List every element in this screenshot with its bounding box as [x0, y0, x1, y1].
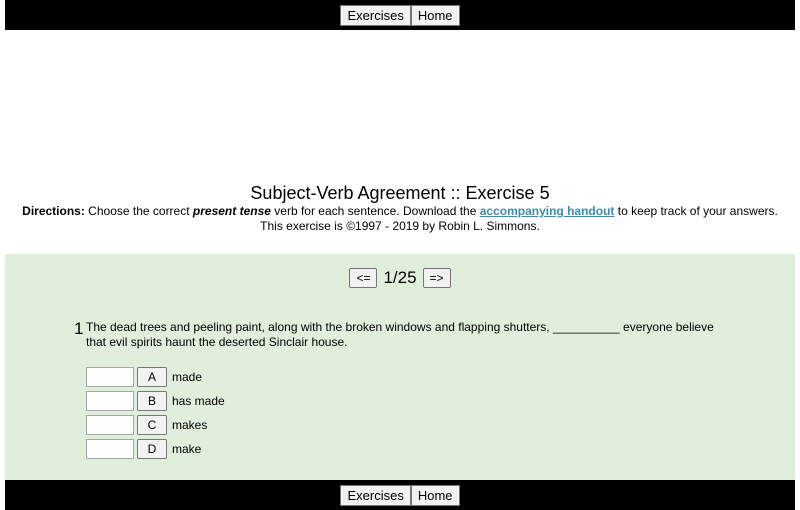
- exercise-header: [0, 182, 800, 234]
- question-counter: 1/25: [383, 268, 417, 287]
- top-nav-bar: [5, 0, 795, 30]
- directions-label: Directions:: [22, 204, 85, 218]
- exercises-button-bottom[interactable]: Exercises: [340, 485, 410, 506]
- answer-box-a[interactable]: [86, 367, 134, 387]
- copyright-text: This exercise is ©1997 - 2019 by Robin L. Simmons.: [260, 219, 540, 233]
- option-c-text: makes: [172, 418, 208, 432]
- question-number: 1: [74, 319, 84, 338]
- option-a: [86, 367, 202, 387]
- answer-box-b[interactable]: [86, 391, 134, 411]
- answer-box-c[interactable]: [86, 415, 134, 435]
- option-b-button[interactable]: B: [137, 391, 167, 411]
- directions-text-1: Choose the correct: [84, 204, 193, 218]
- option-d: [86, 439, 201, 459]
- option-c-button[interactable]: C: [137, 415, 167, 435]
- question-panel: [5, 254, 795, 480]
- directions-emphasis: present tense: [192, 204, 271, 218]
- answer-box-d[interactable]: [86, 439, 134, 459]
- directions: [0, 204, 800, 219]
- directions-text-2: verb for each sentence. Download the: [270, 204, 480, 218]
- option-c: [86, 415, 207, 435]
- option-b-text: has made: [172, 394, 225, 408]
- next-question-button[interactable]: =>: [423, 268, 451, 288]
- page-title: Subject-Verb Agreement :: Exercise 5: [250, 183, 550, 203]
- option-a-button[interactable]: A: [137, 367, 167, 387]
- question-text: The dead trees and peeling paint, along with the broken windows and flapping shutters, __________ everyone believe that evil spirits haunt the deserted Sinclair house.: [86, 320, 714, 349]
- handout-link[interactable]: accompanying handout: [479, 204, 615, 218]
- home-button[interactable]: Home: [411, 5, 460, 26]
- option-a-text: made: [172, 370, 203, 384]
- exercises-button[interactable]: Exercises: [340, 5, 410, 26]
- prev-question-button[interactable]: <=: [349, 268, 377, 288]
- option-d-text: make: [172, 442, 202, 456]
- directions-text-3: to keep track of your answers.: [614, 204, 778, 218]
- home-button-bottom[interactable]: Home: [411, 485, 460, 506]
- option-b: [86, 391, 225, 411]
- pager: [5, 268, 795, 288]
- bottom-nav-bar: [5, 480, 795, 510]
- option-d-button[interactable]: D: [137, 439, 167, 459]
